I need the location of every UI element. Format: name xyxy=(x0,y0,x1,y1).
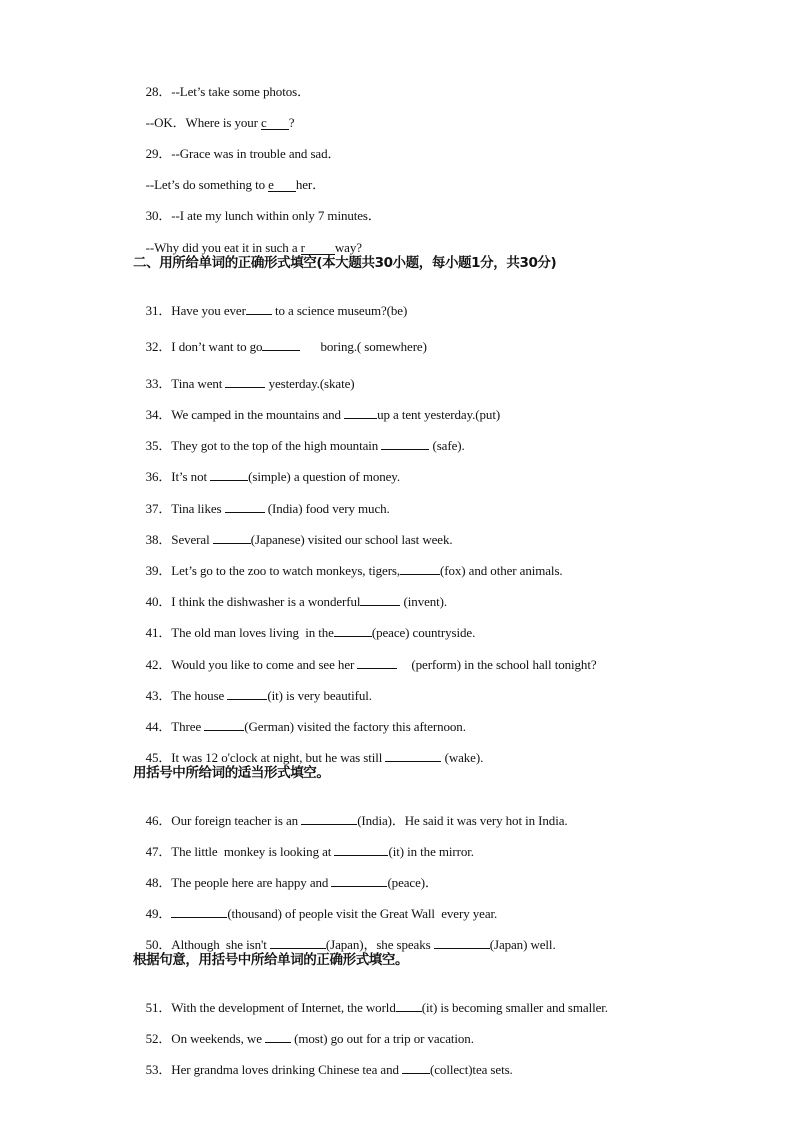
question-40-hint: (invent). xyxy=(400,594,448,609)
question-49-text: 49． xyxy=(145,906,172,921)
hint-letter-29: e xyxy=(268,177,274,192)
answer-blank-49[interactable] xyxy=(171,905,227,918)
question-38-hint: (Japanese) visited our school last week. xyxy=(250,532,453,547)
question-50-middle: (Japan)，she speaks xyxy=(325,937,434,952)
answer-blank-39[interactable] xyxy=(400,562,440,575)
answer-blank-32[interactable] xyxy=(262,338,300,351)
question-30-end: way? xyxy=(334,240,362,255)
answer-blank-38[interactable] xyxy=(213,531,251,544)
answer-blank-28[interactable] xyxy=(261,116,289,130)
answer-blank-40[interactable] xyxy=(360,593,400,606)
question-44-hint: (German) visited the factory this afternoon. xyxy=(244,719,466,734)
answer-blank-42[interactable] xyxy=(357,656,397,669)
answer-blank-37[interactable] xyxy=(225,500,265,513)
question-45-hint: (wake). xyxy=(441,750,484,765)
question-44-text: 44．Three xyxy=(145,719,205,734)
question-40-text: 40．I think the dishwasher is a wonderful xyxy=(145,594,361,609)
question-42-text: 42．Would you like to come and see her xyxy=(145,657,358,672)
question-30-prompt: 30．--I ate my lunch within only 7 minutes． xyxy=(145,208,381,223)
section-4-heading: 根据句意，用括号中所给单词的正确形式填空。 xyxy=(133,952,409,968)
question-50-hint: (Japan) well. xyxy=(489,937,556,952)
question-37-text: 37．Tina likes xyxy=(145,501,225,516)
answer-blank-41[interactable] xyxy=(334,624,372,637)
answer-blank-33[interactable] xyxy=(225,375,265,388)
question-31-text: 31．Have you ever xyxy=(145,303,246,318)
question-32-hint: boring.( somewhere) xyxy=(320,339,427,354)
question-46-hint: (India)．He said it was very hot in India. xyxy=(357,813,568,828)
answer-blank-50a[interactable] xyxy=(270,936,326,949)
question-30-reply: --Why did you eat it in such a xyxy=(145,240,301,255)
question-41-text: 41．The old man loves living in the xyxy=(145,625,334,640)
question-29-prompt: 29．--Grace was in trouble and sad． xyxy=(145,146,341,161)
question-50-text: 50．Although she isn't xyxy=(145,937,270,952)
question-33-hint: yesterday.(skate) xyxy=(265,376,355,391)
answer-blank-46[interactable] xyxy=(301,812,357,825)
question-43-text: 43．The house xyxy=(145,688,228,703)
question-52-hint: (most) go out for a trip or vacation. xyxy=(291,1031,474,1046)
answer-blank-30[interactable] xyxy=(301,241,335,255)
question-45-text: 45．It was 12 o'clock at night, but he was still xyxy=(145,750,386,765)
answer-blank-51[interactable] xyxy=(396,999,422,1012)
answer-blank-29[interactable] xyxy=(268,178,296,192)
question-53-text: 53．Her grandma loves drinking Chinese tea and xyxy=(145,1062,403,1077)
question-46-text: 46．Our foreign teacher is an xyxy=(145,813,302,828)
question-32-text: 32．I don’t want to go xyxy=(145,339,263,354)
question-51-hint: (it) is becoming smaller and smaller. xyxy=(421,1000,608,1015)
hint-letter-28: c xyxy=(261,115,267,130)
hint-letter-30: r xyxy=(300,240,305,255)
question-41-hint: (peace) countryside. xyxy=(371,625,476,640)
question-36-hint: (simple) a question of money. xyxy=(248,469,401,484)
question-52-text: 52．On weekends, we xyxy=(145,1031,266,1046)
question-53-hint: (collect)tea sets. xyxy=(430,1062,513,1077)
question-48-text: 48．The people here are happy and xyxy=(145,875,332,890)
answer-blank-45[interactable] xyxy=(385,749,441,762)
question-28-reply: --OK．Where is your xyxy=(145,115,262,130)
answer-blank-34[interactable] xyxy=(344,406,377,419)
question-29-reply: --Let’s do something to xyxy=(145,177,269,192)
question-51-text: 51．With the development of Internet, the world xyxy=(145,1000,396,1015)
question-33-text: 33．Tina went xyxy=(145,376,226,391)
question-28-end: ? xyxy=(288,115,295,130)
question-29-end: her． xyxy=(295,177,326,192)
section-3-heading: 用括号中所给词的适当形式填空。 xyxy=(133,765,330,781)
question-48-hint: (peace)． xyxy=(387,875,438,890)
question-37-hint: (India) food very much. xyxy=(264,501,390,516)
answer-blank-35[interactable] xyxy=(381,437,429,450)
question-34-hint: up a tent yesterday.(put) xyxy=(377,407,501,422)
question-49-hint: (thousand) of people visit the Great Wall every year. xyxy=(227,906,498,921)
question-39-text: 39．Let’s go to the zoo to watch monkeys, tigers, xyxy=(145,563,401,578)
question-38-text: 38．Several xyxy=(145,532,213,547)
question-47-text: 47．The little monkey is looking at xyxy=(145,844,335,859)
question-35-text: 35．They got to the top of the high mountain xyxy=(145,438,382,453)
answer-blank-36[interactable] xyxy=(210,468,248,481)
question-53 xyxy=(133,1045,513,1094)
answer-blank-44[interactable] xyxy=(204,718,244,731)
answer-blank-53[interactable] xyxy=(402,1061,430,1074)
answer-blank-50b[interactable] xyxy=(434,936,490,949)
question-31-hint: to a science museum?(be) xyxy=(271,303,408,318)
question-43-hint: (it) is very beautiful. xyxy=(267,688,372,703)
answer-blank-31[interactable] xyxy=(246,302,272,315)
section-2-heading: 二、用所给单词的正确形式填空(本大题共30小题，每小题1分，共30分) xyxy=(133,255,557,271)
answer-blank-47[interactable] xyxy=(334,843,388,856)
question-47-hint: (it) in the mirror. xyxy=(388,844,474,859)
question-36-text: 36．It’s not xyxy=(145,469,211,484)
question-42-hint: (perform) in the school hall tonight? xyxy=(411,657,597,672)
answer-blank-52[interactable] xyxy=(265,1030,291,1043)
answer-blank-43[interactable] xyxy=(227,687,267,700)
question-35-hint: (safe). xyxy=(429,438,465,453)
question-39-hint: (fox) and other animals. xyxy=(440,563,563,578)
answer-blank-48[interactable] xyxy=(331,874,387,887)
question-34-text: 34．We camped in the mountains and xyxy=(145,407,345,422)
question-28-prompt: 28．--Let’s take some photos． xyxy=(145,84,310,99)
